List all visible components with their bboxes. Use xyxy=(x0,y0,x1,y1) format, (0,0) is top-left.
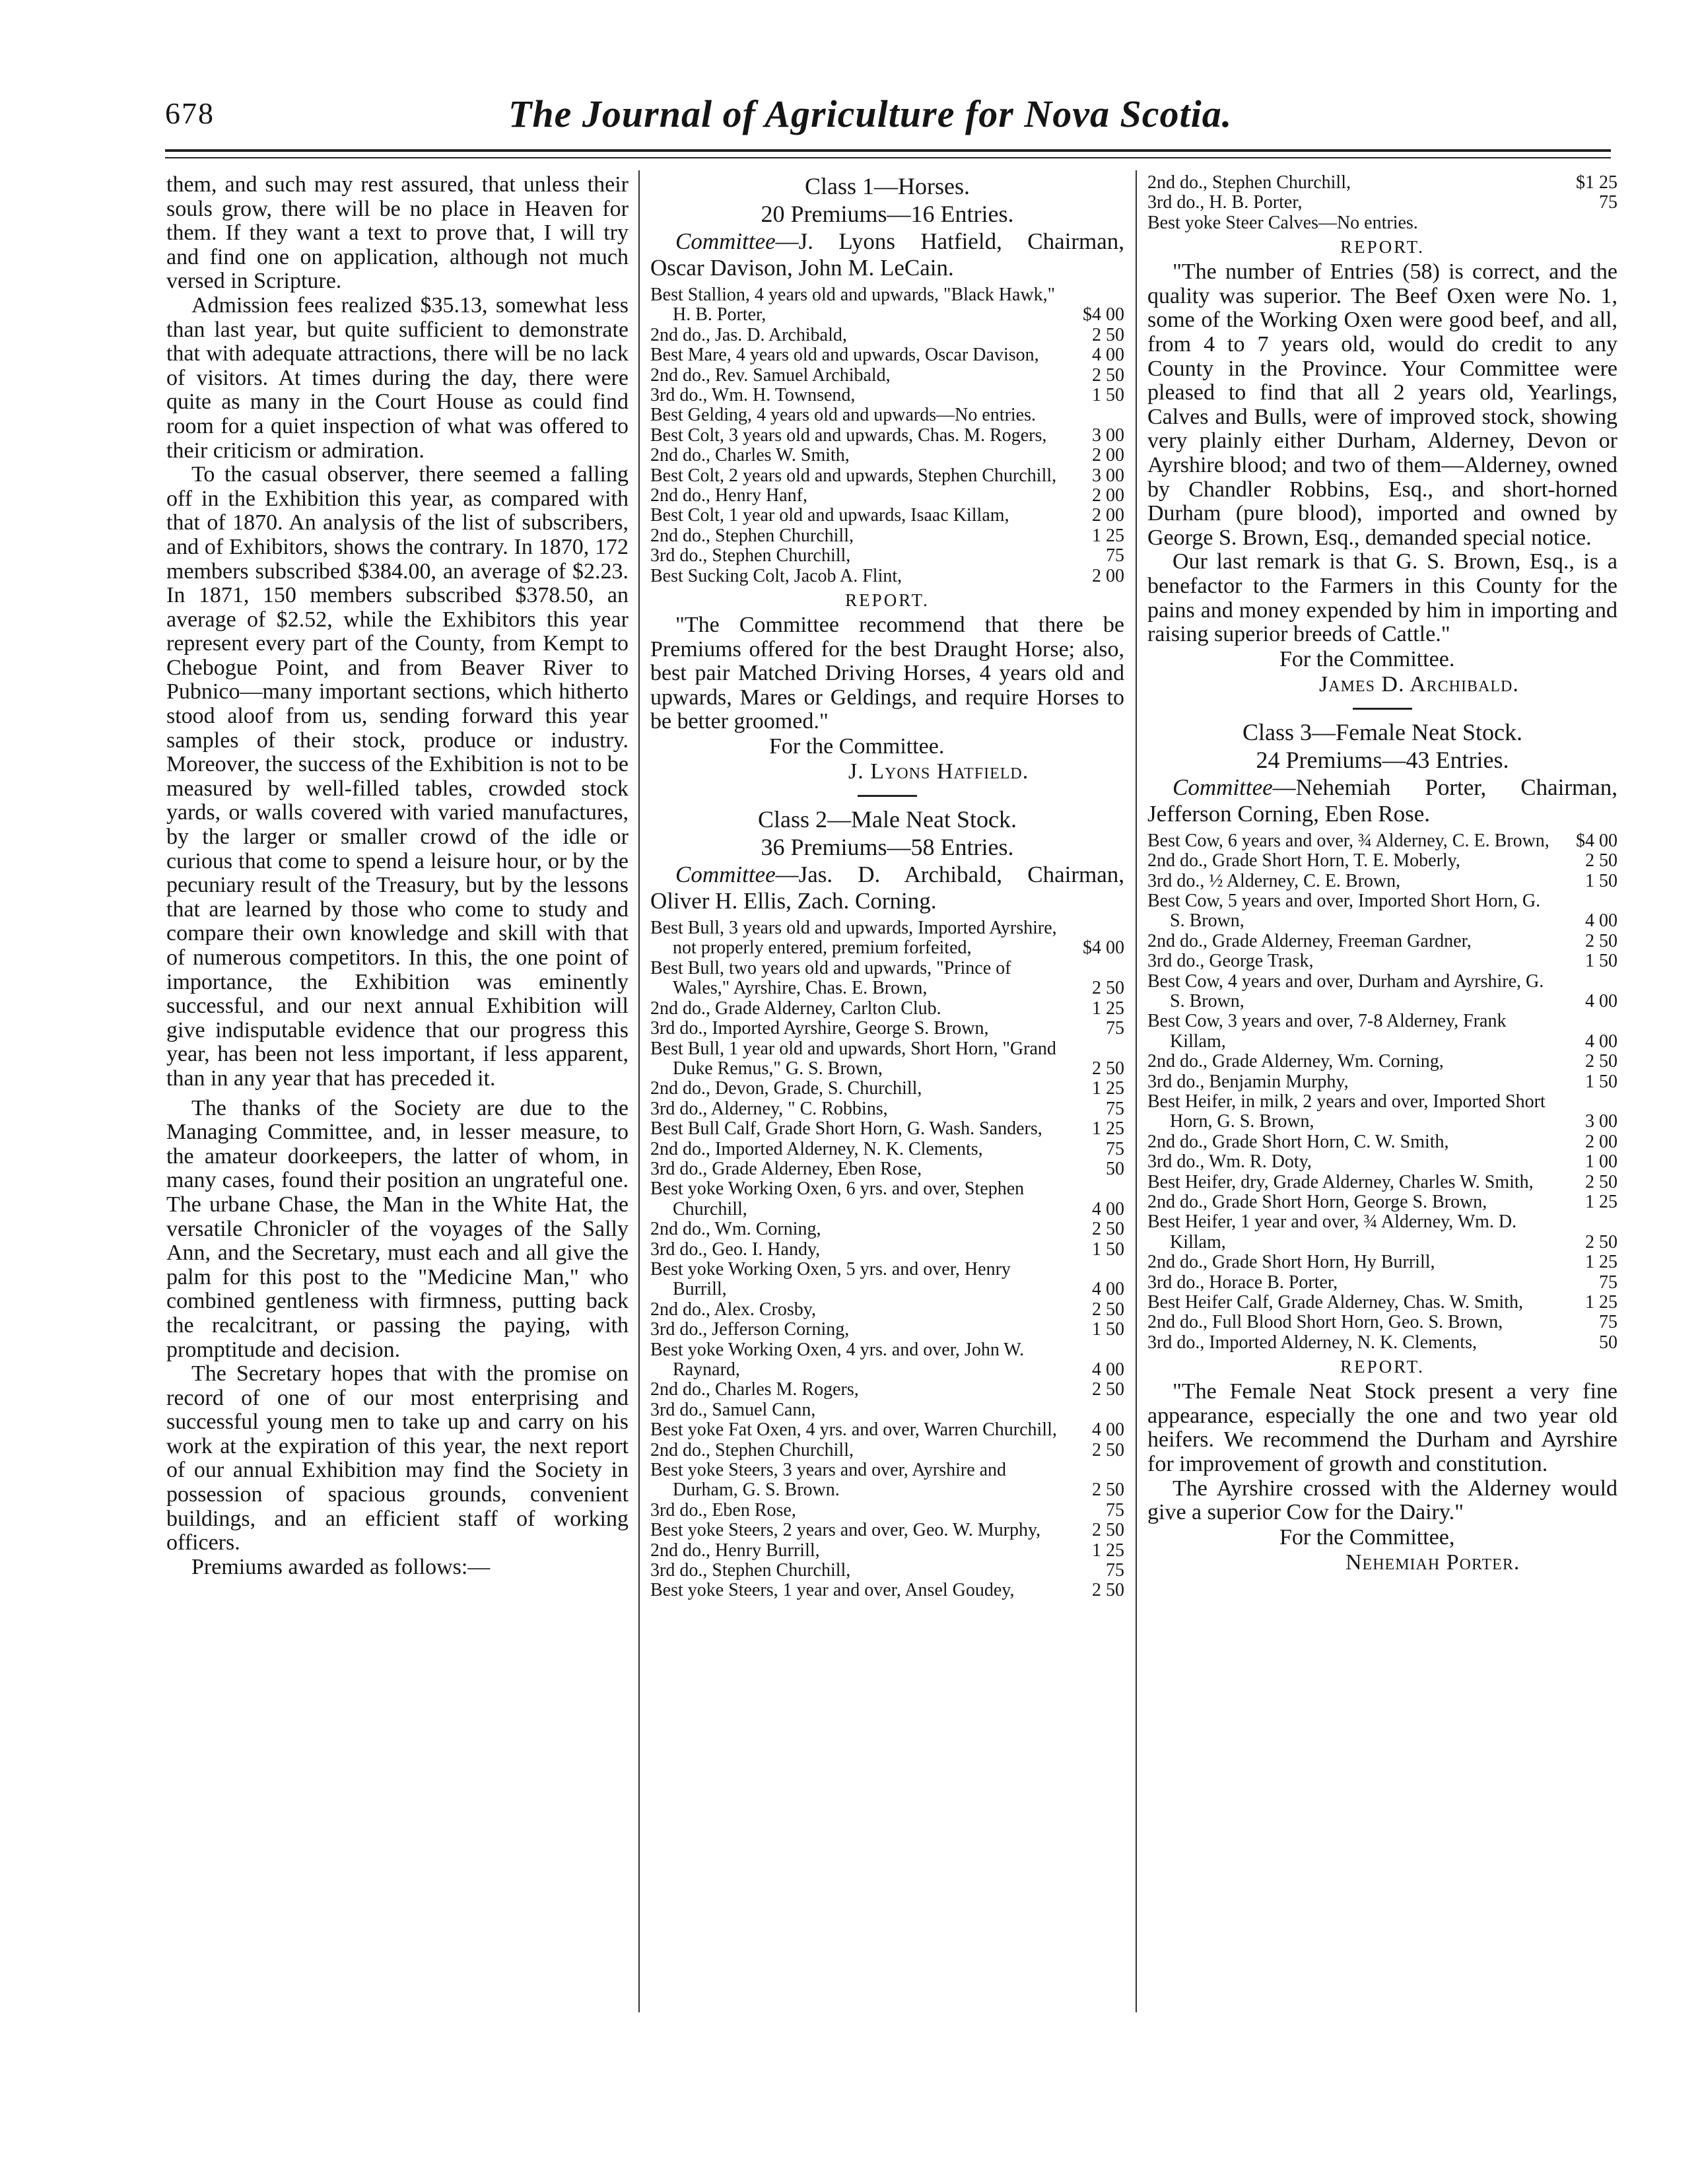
premium-entry-text: Best Sucking Colt, Jacob A. Flint, xyxy=(650,565,902,586)
premium-entry xyxy=(650,1581,1124,1600)
premium-amount: 3 00 xyxy=(1092,465,1124,486)
premium-entry-text: Best Colt, 2 years old and upwards, Stephen Churchill, xyxy=(650,465,1057,486)
premium-amount: 1 50 xyxy=(1092,385,1124,406)
premium-amount: 75 xyxy=(1599,1312,1617,1333)
premium-entry xyxy=(650,285,1124,325)
premium-entry xyxy=(1147,1011,1617,1052)
premium-entry xyxy=(650,918,1124,959)
premium-amount: 2 50 xyxy=(1585,930,1617,951)
class-3-female-neat-stock xyxy=(1147,719,1617,1575)
premium-entry-text: 2nd do., Grade Short Horn, Hy Burrill, xyxy=(1147,1252,1435,1273)
premium-list xyxy=(650,285,1124,586)
premium-entry-text: 2nd do., Charles M. Rogers, xyxy=(650,1379,859,1400)
premium-entry xyxy=(1147,1052,1617,1072)
premium-list xyxy=(650,918,1124,1601)
premium-amount: 2 00 xyxy=(1585,1131,1617,1152)
page-header xyxy=(165,92,1617,135)
signature: Nehemiah Porter. xyxy=(1345,1550,1520,1575)
premium-entry-text: 2nd do., Grade Short Horn, T. E. Moberly, xyxy=(1147,850,1460,871)
premium-entry xyxy=(650,1420,1124,1440)
paragraph: To the casual observer, there seemed a falling off in the Exhibition this year, as compared with that of 1870. An analysis of the list of subscribers, and of Exhibitors, shows the contrary. In 1870, 172 members subscribed $384.00, an average of $2.23. In 1871, 150 members subscribed $378.50, an average of $2.52, while the Exhibitors this year represent every part of the County, from Kempt to Chebogue Point, and from Beaver River to Pubnico—many important sections, which hitherto stood aloof from us, sending forward this year samples of their stock, produce or industry. Moreover, the success of the Exhibition is not to be measured by well-filled tables, crowded stock yards, or walls covered with varied manufactures, by the larger or smaller crowd of the idle or curious that come to spend a leisure hour, or by the pecuniary result of the Treasury, but by the lessons that are learned by those who come to study and compare their own knowledge and skill with that of numerous competitors. In this, the one point of importance, the Exhibition was eminently successful, and our next annual Exhibition will give indisputable evidence that our progress this year, has been not less important, if less apparent, than in any year that has preceded it. xyxy=(166,462,629,1091)
for-committee: For the Committee. xyxy=(769,734,945,759)
premium-entry xyxy=(650,999,1124,1019)
premium-amount: 1 50 xyxy=(1092,1239,1124,1260)
premium-entry-text: 3rd do., Jefferson Corning, xyxy=(650,1319,850,1340)
premium-entry-text: Best Bull, two years old and upwards, "Prince of Wales," Ayrshire, Chas. E. Brown, xyxy=(650,957,1011,999)
premium-entry xyxy=(1147,1313,1617,1332)
premium-entry xyxy=(1147,1192,1617,1212)
signature: James D. Archibald. xyxy=(1319,671,1519,697)
class-heading: Class 2—Male Neat Stock. xyxy=(758,806,1017,833)
premium-entry xyxy=(1147,213,1617,233)
premium-entry xyxy=(650,1441,1124,1460)
premium-entry xyxy=(1147,173,1617,193)
class-heading: Class 1—Horses. xyxy=(805,173,970,199)
paragraph: Premiums awarded as follows:— xyxy=(191,1554,491,1579)
premium-amount: 2 50 xyxy=(1092,1439,1124,1460)
report-label: REPORT. xyxy=(845,590,930,611)
premium-entry xyxy=(1147,972,1617,1012)
premium-entry xyxy=(650,1219,1124,1239)
premium-entry-text: Best Mare, 4 years old and upwards, Oscar Davison, xyxy=(650,345,1039,366)
premium-amount: 50 xyxy=(1599,1332,1617,1353)
report-text: "The Female Neat Stock present a very fine appearance, especially the one and two year old heifers. We recommend the Durham and Ayrshire for improvement of growth and constitution. xyxy=(1147,1379,1617,1477)
premium-entry-text: 2nd do., Wm. Corning, xyxy=(650,1219,821,1240)
committee-label: Committee xyxy=(675,228,776,254)
premium-amount: 2 00 xyxy=(1092,445,1124,466)
premium-amount: 1 50 xyxy=(1585,870,1617,891)
premium-entry-text: Best yoke Steers, 3 years and over, Ayrshire and Durham, G. S. Brown. xyxy=(650,1460,1007,1501)
premium-entry xyxy=(1147,1132,1617,1152)
premium-entry xyxy=(1147,891,1617,932)
column-2 xyxy=(650,173,1124,1601)
committee-label: Committee xyxy=(675,862,776,888)
premium-list-continued xyxy=(1147,173,1617,233)
premium-amount: 2 50 xyxy=(1092,1299,1124,1320)
premium-entry-text: 2nd do., Rev. Samuel Archibald, xyxy=(650,364,891,386)
premium-count: 36 Premiums—58 Entries. xyxy=(761,834,1014,861)
premium-entry-text: 3rd do., Grade Alderney, Eben Rose, xyxy=(650,1158,922,1179)
premium-entry xyxy=(1147,1173,1617,1192)
premium-entry-text: 3rd do., ½ Alderney, C. E. Brown, xyxy=(1147,870,1401,891)
for-committee: For the Committee. xyxy=(1279,646,1455,671)
premium-entry-text: Best Colt, 1 year old and upwards, Isaac Killam, xyxy=(650,505,1009,526)
premium-entry xyxy=(1147,1152,1617,1172)
premium-amount: 4 00 xyxy=(1092,1359,1124,1380)
premium-amount: 1 25 xyxy=(1585,1292,1617,1313)
premium-entry xyxy=(650,1400,1124,1420)
premium-amount: 4 00 xyxy=(1585,910,1617,932)
premium-amount: 1 25 xyxy=(1585,1252,1617,1273)
premium-entry xyxy=(650,426,1124,446)
premium-entry xyxy=(650,1520,1124,1540)
premium-entry-text: 2nd do., Henry Burrill, xyxy=(650,1540,820,1561)
premium-entry-text: Best Heifer, dry, Grade Alderney, Charles W. Smith, xyxy=(1147,1171,1534,1192)
premium-amount: 4 00 xyxy=(1585,1031,1617,1052)
premium-amount: 2 50 xyxy=(1092,1580,1124,1601)
premium-amount: 2 50 xyxy=(1585,850,1617,871)
premium-amount: 2 50 xyxy=(1092,1480,1124,1501)
premium-amount: 2 50 xyxy=(1092,1520,1124,1541)
committee-members: —Jas. D. Archibald, Chairman, Oliver H. Ellis, Zach. Corning. xyxy=(650,862,1124,914)
premium-amount: 2 50 xyxy=(1092,1379,1124,1400)
premium-entry-text: Best Heifer Calf, Grade Alderney, Chas. W. Smith, xyxy=(1147,1292,1523,1313)
report-label: REPORT. xyxy=(1340,237,1425,257)
section-divider xyxy=(858,795,917,797)
premium-amount: 1 25 xyxy=(1092,1118,1124,1140)
header-rule-thin xyxy=(165,157,1611,158)
premium-entry-text: Best Cow, 6 years and over, ¾ Alderney, C. E. Brown, xyxy=(1147,830,1549,851)
premium-entry-text: 3rd do., H. B. Porter, xyxy=(1147,192,1303,213)
premium-entry xyxy=(650,506,1124,526)
premium-entry-text: 2nd do., Grade Alderney, Wm. Corning, xyxy=(1147,1051,1444,1072)
premium-entry-text: 3rd do., Alderney, " C. Robbins, xyxy=(650,1098,888,1119)
premium-entry xyxy=(650,366,1124,386)
premium-entry xyxy=(650,566,1124,586)
committee-label: Committee xyxy=(1173,774,1273,800)
premium-amount: 2 00 xyxy=(1092,565,1124,586)
premium-entry xyxy=(650,1380,1124,1400)
premium-count: 24 Premiums—43 Entries. xyxy=(1256,746,1509,773)
premium-entry-text: 2nd do., Devon, Grade, S. Churchill, xyxy=(650,1078,922,1099)
premium-entry-text: 3rd do., Stephen Churchill, xyxy=(650,1560,851,1581)
premium-entry-text: 2nd do., Stephen Churchill, xyxy=(650,1439,854,1460)
class-2-male-neat-stock xyxy=(650,806,1124,1601)
premium-amount: 1 00 xyxy=(1585,1151,1617,1173)
for-committee: For the Committee, xyxy=(1279,1524,1455,1550)
premium-entry xyxy=(1147,1092,1617,1132)
premium-entry xyxy=(650,386,1124,405)
section-divider xyxy=(1353,708,1412,710)
premium-entry-text: Best Colt, 3 years old and upwards, Chas. M. Rogers, xyxy=(650,425,1047,446)
committee-line xyxy=(1147,774,1617,827)
premium-amount: 2 50 xyxy=(1092,978,1124,999)
premium-entry-text: 3rd do., Horace B. Porter, xyxy=(1147,1272,1338,1293)
report-text: The Ayrshire crossed with the Alderney would give a superior Cow for the Dairy." xyxy=(1147,1476,1617,1525)
premium-entry xyxy=(650,1019,1124,1039)
premium-entry xyxy=(650,1140,1124,1159)
premium-amount: 1 25 xyxy=(1585,1192,1617,1213)
premium-entry xyxy=(650,1179,1124,1219)
premium-amount: 75 xyxy=(1106,1499,1124,1520)
premium-entry-text: Best yoke Steers, 1 year and over, Ansel Goudey, xyxy=(650,1580,1015,1601)
premium-entry xyxy=(1147,1212,1617,1252)
premium-entry-text: Best Heifer, 1 year and over, ¾ Alderney, Wm. D. Killam, xyxy=(1147,1211,1517,1252)
committee-members: —J. Lyons Hatfield, Chairman, Oscar Davison, John M. LeCain. xyxy=(650,228,1124,281)
premium-entry xyxy=(650,546,1124,566)
premium-entry xyxy=(650,1119,1124,1139)
premium-entry-text: 2nd do., Henry Hanf, xyxy=(650,485,807,506)
premium-entry-text: 2nd do., Alex. Crosby, xyxy=(650,1299,816,1320)
premium-entry-text: 3rd do., Stephen Churchill, xyxy=(650,545,851,566)
premium-entry xyxy=(1147,1273,1617,1293)
premium-entry-text: 3rd do., Wm. R. Doty, xyxy=(1147,1151,1312,1173)
premium-entry xyxy=(650,526,1124,546)
premium-entry xyxy=(650,1099,1124,1119)
premium-entry-text: 3rd do., Benjamin Murphy, xyxy=(1147,1071,1349,1092)
premium-entry xyxy=(1147,851,1617,871)
premium-amount: 2 50 xyxy=(1092,1219,1124,1240)
premium-entry-text: 2nd do., Charles W. Smith, xyxy=(650,445,850,466)
premium-amount: 4 00 xyxy=(1092,1279,1124,1300)
premium-amount: 4 00 xyxy=(1585,990,1617,1011)
premium-entry xyxy=(1147,1333,1617,1353)
premium-entry xyxy=(1147,932,1617,951)
premium-amount: 4 00 xyxy=(1092,1419,1124,1441)
premium-entry xyxy=(1147,1252,1617,1272)
premium-amount: 4 00 xyxy=(1092,345,1124,366)
premium-entry-text: 2nd do., Jas. D. Archibald, xyxy=(650,324,847,345)
premium-entry-text: Best yoke Steer Calves—No entries. xyxy=(1147,212,1418,233)
premium-entry xyxy=(650,325,1124,345)
premium-entry xyxy=(650,1159,1124,1179)
paragraph: Admission fees realized $35.13, somewhat less than last year, but quite sufficient to demonstrate that with adequate attractions, there will be no lack of visitors. At times during the day, there were quite as many in the Court House as could find room for a quiet inspection of what was offered to their criticism or admiration. xyxy=(166,292,629,463)
premium-entry xyxy=(1147,1293,1617,1313)
paragraph: The thanks of the Society are due to the Managing Committee, and, in lesser measure, to the amateur doorkeepers, the latter of whom, in many cases, found their position an ungrateful one. The urbane Chase, the Man in the White Hat, the versatile Chronicler of the voyages of the Sally Ann, and the Secretary, must each and all give the palm for this post to the "Medicine Man," who combined gentleness with firmness, putting back the recalcitrant, or passing the paying, with promptitude and decision. xyxy=(166,1095,629,1362)
premium-amount: 75 xyxy=(1599,1272,1617,1293)
column-3 xyxy=(1147,173,1617,1575)
premium-amount: 75 xyxy=(1106,1098,1124,1119)
header-rule-thick xyxy=(165,149,1611,152)
committee-line xyxy=(650,228,1124,281)
column-1 xyxy=(166,173,629,1579)
premium-entry-text: 2nd do., Full Blood Short Horn, Geo. S. Brown, xyxy=(1147,1312,1503,1333)
premium-entry xyxy=(650,466,1124,486)
premium-amount: $4 00 xyxy=(1083,938,1124,959)
premium-amount: 1 25 xyxy=(1092,525,1124,546)
premium-entry-text: Best Gelding, 4 years old and upwards—No entries. xyxy=(650,405,1036,426)
premium-entry-text: Best yoke Working Oxen, 6 yrs. and over, Stephen Churchill, xyxy=(650,1178,1025,1219)
premium-entry-text: Best Bull Calf, Grade Short Horn, G. Wash. Sanders, xyxy=(650,1118,1042,1140)
premium-entry xyxy=(650,1300,1124,1320)
committee-members: —Nehemiah Porter, Chairman, Jefferson Corning, Eben Rose. xyxy=(1147,774,1617,827)
premium-entry xyxy=(650,1501,1124,1520)
premium-entry-text: Best Bull, 1 year old and upwards, Short Horn, "Grand Duke Remus," G. S. Brown, xyxy=(650,1038,1056,1079)
premium-entry-text: Best yoke Steers, 2 years and over, Geo. W. Murphy, xyxy=(650,1520,1041,1541)
paragraph: them, and such may rest assured, that unless their souls grow, there will be no place in Heaven for them. If they want a text to prove that, I will try and find one on application, although not much versed in Scripture. xyxy=(166,172,629,294)
premium-amount: 2 00 xyxy=(1092,485,1124,506)
report-text: Our last remark is that G. S. Brown, Esq., is a benefactor to the Farmers in this County for the pains and money expended by him in importing and raising superior breeds of Cattle." xyxy=(1147,549,1617,647)
report-text: "The number of Entries (58) is correct, and the quality was superior. The Beef Oxen were No. 1, some of the Working Oxen were good beef, and all, from 4 to 7 years old, would do credit to any County in the Province. Your Committee were pleased to find that all 2 years old, Yearlings, Calves and Bulls, were of improved stock, showing very plainly either Durham, Alderney, Devon or Ayrshire blood; and two of them—Alderney, owned by Chandler Robbins, Esq., and short-horned Durham (pure blood), imported and owned by George S. Brown, Esq., demanded special notice. xyxy=(1147,259,1617,550)
premium-amount: $4 00 xyxy=(1576,830,1617,851)
premium-amount: 1 50 xyxy=(1092,1319,1124,1340)
class-1-horses xyxy=(650,173,1124,784)
premium-amount: 75 xyxy=(1106,545,1124,566)
premium-entry xyxy=(650,1340,1124,1381)
premium-entry-text: 2nd do., Stephen Churchill, xyxy=(650,525,854,546)
premium-entry xyxy=(650,405,1124,425)
premium-entry-text: 2nd do., Grade Alderney, Freeman Gardner, xyxy=(1147,930,1472,951)
premium-entry-text: 3rd do., Eben Rose, xyxy=(650,1499,796,1520)
premium-entry xyxy=(650,959,1124,999)
premium-entry xyxy=(1147,1072,1617,1092)
premium-amount: 1 25 xyxy=(1092,998,1124,1019)
premium-entry xyxy=(650,1460,1124,1501)
premium-entry xyxy=(1147,951,1617,971)
premium-amount: 2 50 xyxy=(1585,1051,1617,1072)
premium-entry-text: 3rd do., Geo. I. Handy, xyxy=(650,1239,821,1260)
report-label: REPORT. xyxy=(1340,1357,1425,1377)
premium-amount: 2 50 xyxy=(1585,1171,1617,1192)
class-heading: Class 3—Female Neat Stock. xyxy=(1242,718,1522,745)
premium-amount: 1 25 xyxy=(1092,1078,1124,1099)
column-divider-right xyxy=(1136,170,1137,2012)
premium-amount: 3 00 xyxy=(1092,425,1124,446)
premium-amount: 75 xyxy=(1106,1018,1124,1039)
committee-line xyxy=(650,862,1124,914)
premium-amount: $1 25 xyxy=(1576,172,1617,193)
premium-entry xyxy=(650,345,1124,365)
premium-entry-text: 2nd do., Grade Alderney, Carlton Club. xyxy=(650,998,941,1019)
premium-amount: 2 50 xyxy=(1585,1231,1617,1252)
column-divider-left xyxy=(638,170,640,2012)
premium-amount: 2 50 xyxy=(1092,324,1124,345)
premium-entry xyxy=(1147,871,1617,891)
premium-amount: 2 50 xyxy=(1092,1058,1124,1079)
page-number: 678 xyxy=(165,96,215,130)
premium-amount: $4 00 xyxy=(1083,304,1124,325)
premium-entry xyxy=(650,1260,1124,1300)
premium-amount: 2 50 xyxy=(1092,364,1124,386)
premium-amount: 75 xyxy=(1106,1560,1124,1581)
premium-entry xyxy=(650,1079,1124,1099)
premium-entry-text: 2nd do., Stephen Churchill, xyxy=(1147,172,1351,193)
premium-entry-text: 3rd do., Imported Alderney, N. K. Clements, xyxy=(1147,1332,1477,1353)
premium-amount: 75 xyxy=(1106,1138,1124,1159)
premium-list xyxy=(1147,831,1617,1353)
premium-entry xyxy=(650,446,1124,465)
premium-entry-text: 2nd do., Imported Alderney, N. K. Clements, xyxy=(650,1138,983,1159)
premium-entry-text: Best yoke Working Oxen, 4 yrs. and over, John W. Raynard, xyxy=(650,1339,1025,1380)
premium-entry xyxy=(650,1039,1124,1079)
premium-entry-text: Best Cow, 3 years and over, 7-8 Alderney, Frank Killam, xyxy=(1147,1011,1507,1052)
premium-entry-text: Best Bull, 3 years old and upwards, Imported Ayrshire, not properly entered, premium forfeited, xyxy=(650,918,1057,959)
premium-entry-text: Best yoke Working Oxen, 5 yrs. and over, Henry Burrill, xyxy=(650,1258,1011,1300)
premium-entry xyxy=(650,1320,1124,1340)
premium-entry xyxy=(650,486,1124,506)
premium-amount: 1 25 xyxy=(1092,1540,1124,1561)
premium-entry-text: Best Heifer, in milk, 2 years and over, Imported Short Horn, G. S. Brown, xyxy=(1147,1091,1546,1132)
premium-entry xyxy=(650,1240,1124,1260)
premium-amount: 75 xyxy=(1599,192,1617,213)
premium-entry-text: Best Stallion, 4 years old and upwards, "Black Hawk," H. B. Porter, xyxy=(650,285,1056,325)
premium-count: 20 Premiums—16 Entries. xyxy=(761,201,1014,227)
premium-amount: 2 00 xyxy=(1092,505,1124,526)
premium-entry-text: 3rd do., Samuel Cann, xyxy=(650,1399,816,1420)
premium-amount: 1 50 xyxy=(1585,951,1617,972)
signature: J. Lyons Hatfield. xyxy=(848,759,1029,784)
premium-entry xyxy=(1147,193,1617,213)
premium-entry-text: 3rd do., Wm. H. Townsend, xyxy=(650,385,856,406)
premium-amount: 50 xyxy=(1106,1158,1124,1179)
journal-title: The Journal of Agriculture for Nova Scotia. xyxy=(508,92,1233,135)
premium-entry xyxy=(650,1541,1124,1561)
premium-entry xyxy=(650,1561,1124,1581)
premium-entry-text: 2nd do., Grade Short Horn, George S. Brown, xyxy=(1147,1192,1487,1213)
premium-amount: 1 50 xyxy=(1585,1071,1617,1092)
report-text: "The Committee recommend that there be Premiums offered for the best Draught Horse; also, best pair Matched Driving Horses, 4 years old and upwards, Mares or Geldings, and require Horses to be better groomed." xyxy=(650,613,1124,734)
premium-amount: 3 00 xyxy=(1585,1111,1617,1132)
premium-entry-text: 3rd do., George Trask, xyxy=(1147,951,1314,972)
premium-amount: 4 00 xyxy=(1092,1198,1124,1219)
premium-entry xyxy=(1147,831,1617,851)
premium-entry-text: Best Cow, 4 years and over, Durham and Ayrshire, G. S. Brown, xyxy=(1147,971,1544,1011)
premium-entry-text: Best Cow, 5 years and over, Imported Short Horn, G. S. Brown, xyxy=(1147,890,1541,932)
premium-entry-text: 3rd do., Imported Ayrshire, George S. Brown, xyxy=(650,1018,989,1039)
paragraph: The Secretary hopes that with the promise on record of one of our most enterprising and successful young men to take up and carry on his work at the expiration of this year, the next report of our annual Exhibition may find the Society in possession of spacious grounds, convenient buildings, and an efficient staff of working officers. xyxy=(166,1361,629,1555)
premium-entry-text: 2nd do., Grade Short Horn, C. W. Smith, xyxy=(1147,1131,1449,1152)
premium-entry-text: Best yoke Fat Oxen, 4 yrs. and over, Warren Churchill, xyxy=(650,1419,1057,1441)
